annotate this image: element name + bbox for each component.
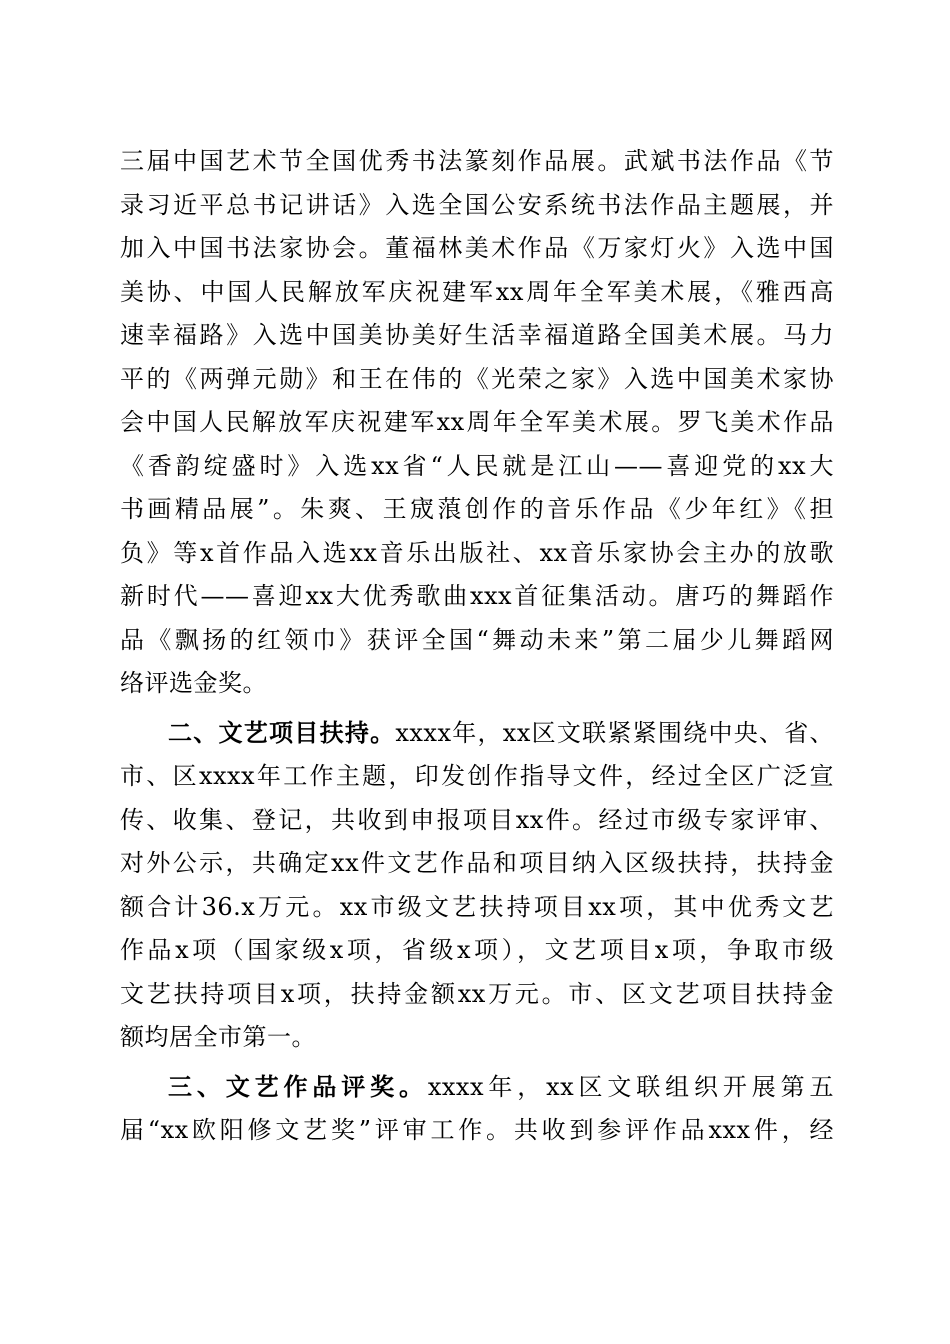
paragraph-section3 <box>120 1066 834 1153</box>
section3-heading: 三、文艺作品评奖。 <box>168 1072 428 1101</box>
text-line: 市、区xxxx年工作主题，印发创作指导文件，经过全区广泛宣 <box>120 762 834 790</box>
text-line: 平的《两弹元勋》和王在伟的《光荣之家》入选中国美术家协 <box>120 364 834 393</box>
text-line: 届“xx欧阳修文艺奖”评审工作。共收到参评作品xxx件，经 <box>120 1116 834 1144</box>
text-line: 新时代——喜迎xx大优秀歌曲xxx首征集活动。唐巧的舞蹈作 <box>120 582 834 610</box>
section3-first-line-text: xxxx年，xx区文联组织开展第五 <box>427 1072 835 1101</box>
text-line: 文艺扶持项目x项，扶持金额xx万元。市、区文艺项目扶持金 <box>120 979 834 1008</box>
section3-first-line <box>120 1066 834 1110</box>
text-line: 络评选金奖。 <box>120 669 267 697</box>
text-line: 对外公示，共确定xx件文艺作品和项目纳入区级扶持，扶持金 <box>120 849 834 877</box>
text-line: 速幸福路》入选中国美协美好生活幸福道路全国美术展。马力 <box>120 321 834 349</box>
text-line: 录习近平总书记讲话》入选全国公安系统书法作品主题展，并 <box>120 190 834 219</box>
text-line: 书画精品展”。朱爽、王宬蒗创作的音乐作品《少年红》《担 <box>120 495 834 523</box>
text-line: 额均居全市第一。 <box>120 1023 316 1051</box>
text-line: 《香韵绽盛时》入选xx省“人民就是江山——喜迎党的xx大 <box>120 451 834 480</box>
text-line: 传、收集、登记，共收到申报项目xx件。经过市级专家评审、 <box>120 805 834 834</box>
text-line: 加入中国书法家协会。董福林美术作品《万家灯火》入选中国 <box>120 234 834 262</box>
text-line: 三届中国艺术节全国优秀书法篆刻作品展。武斌书法作品《节 <box>120 147 834 175</box>
text-line: 额合计36.x万元。xx市级文艺扶持项目xx项，其中优秀文艺 <box>120 892 834 921</box>
document-body <box>120 140 834 1153</box>
text-line: 会中国人民解放军庆祝建军xx周年全军美术展。罗飞美术作品 <box>120 408 834 436</box>
text-line: 品《飘扬的红领巾》获评全国“舞动未来”第二届少儿舞蹈网 <box>120 625 834 654</box>
section2-heading: 二、文艺项目扶持。 <box>168 718 396 747</box>
section2-first-line-text: xxxx年，xx区文联紧紧围绕中央、省、 <box>395 718 834 747</box>
text-line: 负》等x首作品入选xx音乐出版社、xx音乐家协会主办的放歌 <box>120 538 834 567</box>
paragraph-section1-tail <box>120 140 834 706</box>
text-line: 美协、中国人民解放军庆祝建军xx周年全军美术展，《雅西高 <box>120 277 834 306</box>
paragraph-section2 <box>120 712 834 1060</box>
section2-first-line <box>120 712 834 756</box>
text-line: 作品x项（国家级x项，省级x项），文艺项目x项，争取市级 <box>120 936 834 964</box>
